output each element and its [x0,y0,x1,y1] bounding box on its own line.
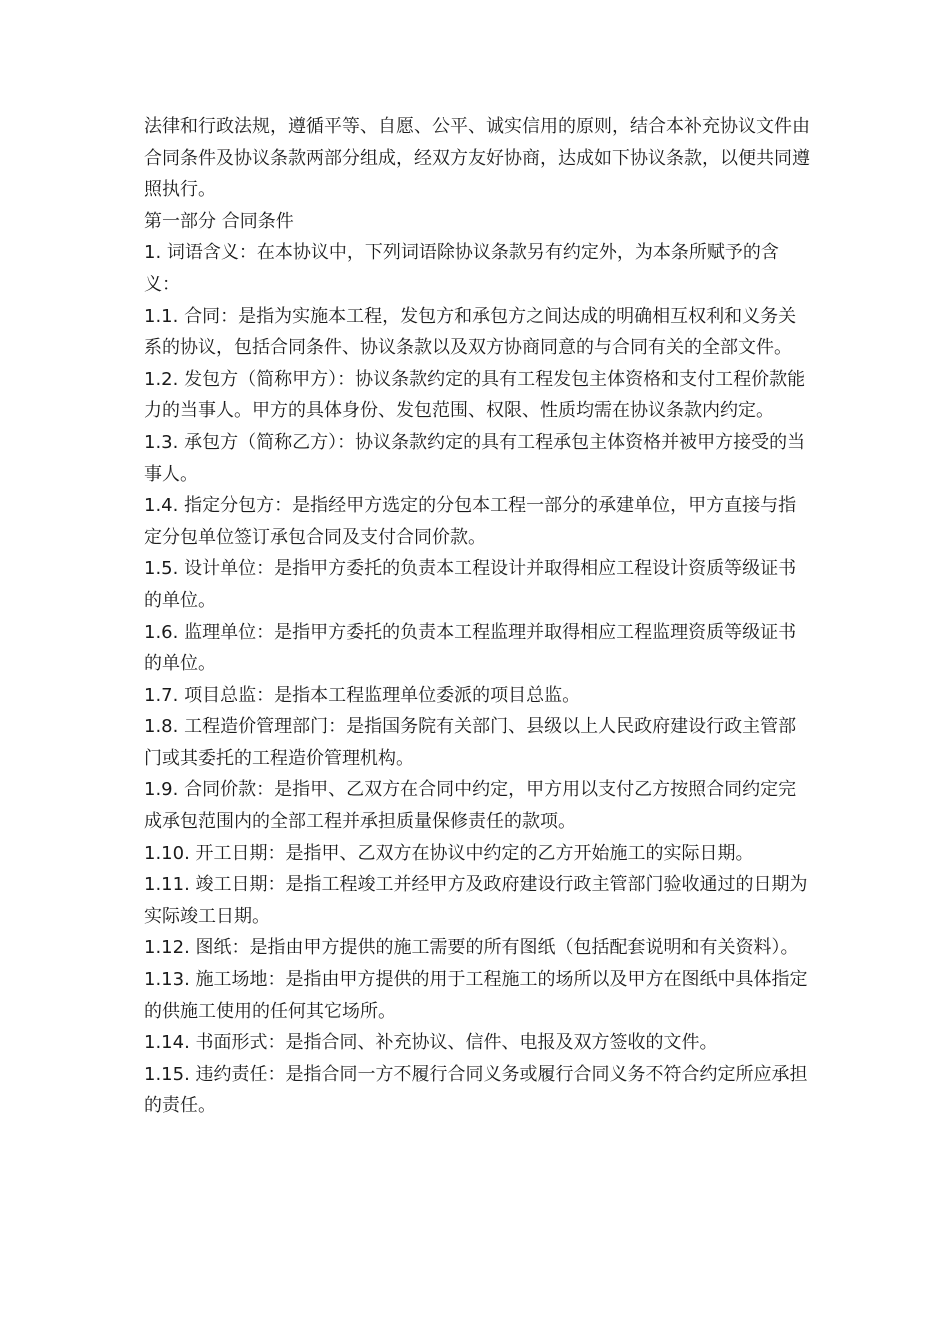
intro-paragraph: 法律和行政法规，遵循平等、自愿、公平、诚实信用的原则，结合本补充协议文件由合同条件及协议条款两部分组成，经双方友好协商，达成如下协议条款，以便共同遵照执行。 [144,116,810,201]
clause-1-12: 1.12. 图纸：是指由甲方提供的施工需要的所有图纸（包括配套说明和有关资料）。 [144,937,799,959]
clause-1-10: 1.10. 开工日期：是指甲、乙双方在协议中约定的乙方开始施工的实际日期。 [144,842,754,864]
clause-1-11: 1.11. 竣工日期：是指工程竣工并经甲方及政府建设行政主管部门验收通过的日期为实际竣工日期。 [144,874,808,927]
document-body [144,111,812,1122]
clause-1-1: 1.1. 合同：是指为实施本工程，发包方和承包方之间达成的明确相互权利和义务关系的协议，包括合同条件、协议条款以及双方协商同意的与合同有关的全部文件。 [144,305,797,359]
clause-1-4: 1.4. 指定分包方：是指经甲方选定的分包本工程一部分的承建单位，甲方直接与指定分包单位签订承包合同及支付合同价款。 [144,495,797,548]
clause-1-3: 1.3. 承包方（简称乙方）：协议条款约定的具有工程承包主体资格并被甲方接受的当事人。 [144,431,806,485]
clause-1-8: 1.8. 工程造价管理部门：是指国务院有关部门、县级以上人民政府建设行政主管部门或其委托的工程造价管理机构。 [144,716,797,769]
section-heading: 第一部分 合同条件 [144,210,294,232]
clause-1-5: 1.5. 设计单位：是指甲方委托的负责本工程设计并取得相应工程设计资质等级证书的单位。 [144,558,797,611]
clause-1-15: 1.15. 违约责任：是指合同一方不履行合同义务或履行合同义务不符合约定所应承担的责任。 [144,1063,808,1117]
clause-1: 1. 词语含义：在本协议中，下列词语除协议条款另有约定外，为本条所赋予的含义： [144,242,779,295]
clause-1-6: 1.6. 监理单位：是指甲方委托的负责本工程监理并取得相应工程监理资质等级证书的单位。 [144,621,797,675]
clause-1-7: 1.7. 项目总监：是指本工程监理单位委派的项目总监。 [144,684,581,706]
clause-1-9: 1.9. 合同价款：是指甲、乙双方在合同中约定，甲方用以支付乙方按照合同约定完成承包范围内的全部工程并承担质量保修责任的款项。 [144,779,797,833]
clause-1-2: 1.2. 发包方（简称甲方）：协议条款约定的具有工程发包主体资格和支付工程价款能力的当事人。甲方的具体身份、发包范围、权限、性质均需在协议条款内约定。 [144,368,806,422]
clause-1-14: 1.14. 书面形式：是指合同、补充协议、信件、电报及双方签收的文件。 [144,1032,718,1054]
clause-1-13: 1.13. 施工场地：是指由甲方提供的用于工程施工的场所以及甲方在图纸中具体指定的供施工使用的任何其它场所。 [144,969,808,1022]
